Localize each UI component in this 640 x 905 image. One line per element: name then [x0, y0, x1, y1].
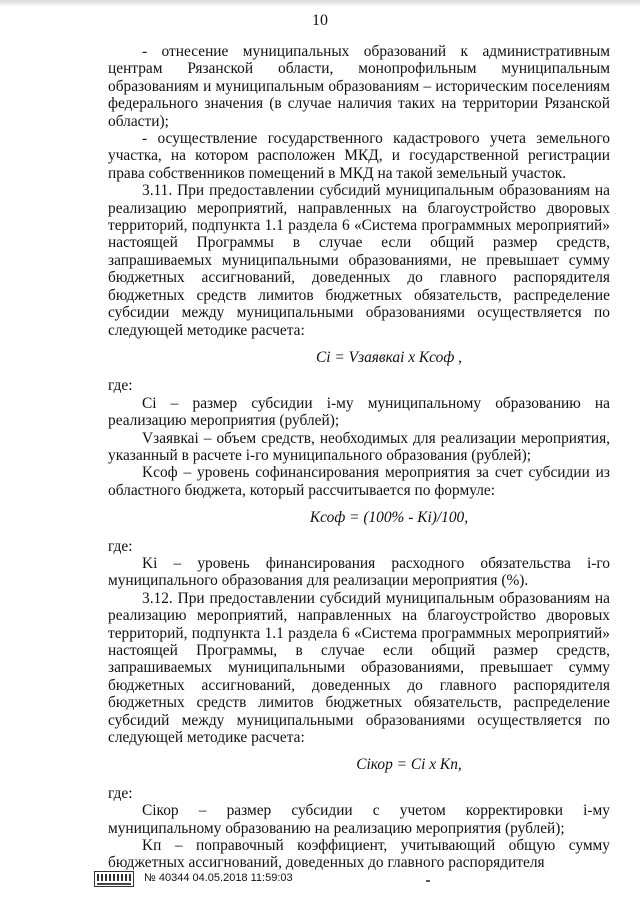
page-number: 10 — [312, 12, 328, 29]
definition-ki: Ki – уровень финансирования расходного обязательства i-го муниципального образования для реализации мероприятия (%). — [108, 554, 610, 590]
footer — [94, 868, 394, 890]
where-label: где: — [108, 377, 133, 395]
definition-v-request: Vзаявкаi – объем средств, необходимых для реализации мероприятия, указанный в расчете i-го муниципального образования (рублей); — [108, 429, 610, 464]
scan-edge — [0, 0, 640, 7]
paragraph-3-11: 3.11. При предоставлении субсидий муниципальным образованиям на реализацию мероприятий, направленных на благоустройство дворовых территорий, подпункта 1.1 раздела 6 «Система программных мероприятий» настоящей Программы в случае если общий размер средств, запрашиваемых муниципальными образованиями, не превышает сумму бюджетных ассигнований, доведенных до главного распорядителя бюджетных средств лимитов бюджетных обязательств, распределение субсидии между муниципальными образованиями осуществляется по следующей методике расчета: — [108, 182, 610, 339]
barcode-stamp-icon — [94, 871, 134, 887]
paragraph-cadastral: - осуществление государственного кадастрового учета земельного участка, на котором расположен МКД, и государственной регистрации права собственников помещений в МКД на такой земельный участок. — [108, 130, 610, 182]
definition-ci-corrected: Ciкор – размер субсидии с учетом корректировки i-му муниципальному образованию на реализацию мероприятия (рублей); — [108, 802, 610, 837]
where-label: где: — [108, 784, 133, 802]
document-body — [108, 43, 610, 872]
document-registration-stamp: № 40344 04.05.2018 11:59:03 — [144, 872, 293, 884]
paragraph-admin-centers: - отнесение муниципальных образований к административным центрам Рязанской области, монопрофильным муниципальным образованиям и муниципальным образованиям – историческим поселениям федерального значения (в случае наличия таких на территории Рязанской области); — [108, 43, 610, 130]
definition-kp: Kп – поправочный коэффициент, учитывающий общую сумму бюджетных ассигнований, доведенных до главного распорядителя — [108, 837, 610, 872]
scan-speck — [426, 880, 430, 882]
formula-cofinance: Kсоф = (100% - Ki)/100, — [309, 509, 469, 527]
formula-subsidy: Ci = Vзаявкаi x Kсоф , — [316, 348, 462, 366]
paragraph-3-12: 3.12. При предоставлении субсидий муниципальным образованиям на реализацию мероприятий, направленных на благоустройство дворовых территорий, подпункта 1.1 раздела 6 «Система программных мероприятий» настоящей Программы, в случае если общий размер средств, запрашиваемых муниципальными образованиями, превышает сумму бюджетных ассигнований, доведенных до главного распорядителя бюджетных средств лимитов бюджетных обязательств, распределение субсидий между муниципальными образованиями осуществляется по следующей методике расчета: — [108, 589, 610, 747]
where-label: где: — [108, 537, 133, 555]
formula-corrected-subsidy: Ciкор = Ci x Kп, — [356, 756, 462, 774]
definition-k-cofinance: Kсоф – уровень софинансирования мероприятия за счет субсидии из областного бюджета, который рассчитывается по формуле: — [108, 464, 610, 499]
definition-ci: Ci – размер субсидии i-му муниципальному образованию на реализацию мероприятия (рублей); — [108, 394, 610, 430]
